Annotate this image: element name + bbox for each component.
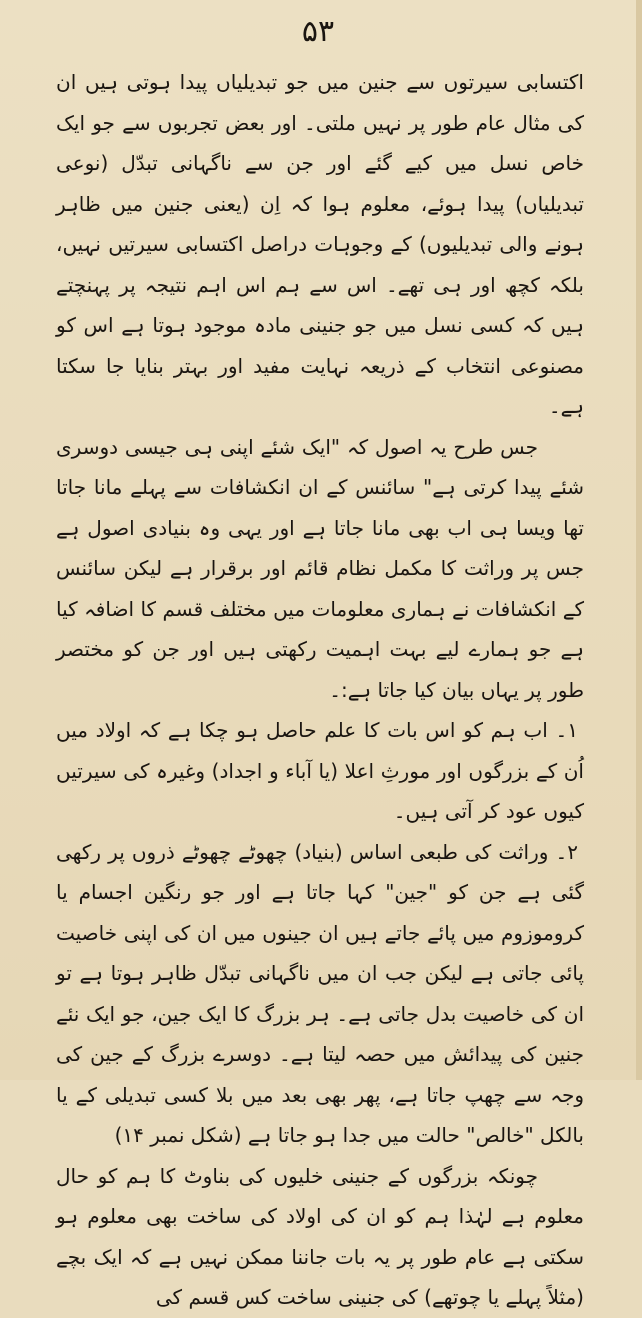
- body-text: [56, 62, 584, 1318]
- page-number: ۵۳: [301, 14, 335, 49]
- paragraph-2: جس طرح یہ اصول کہ "ایک شئے اپنی ہی جیسی دوسری شئے پیدا کرتی ہے" سائنس کے ان انکشافات سے پہلے مانا جاتا تھا ویسا ہی اب بھی مانا جاتا ہے اور یہی وہ بنیادی اصول ہے جس پر وراثت کا مکمل نظام قائم اور برقرار ہے لیکن سائنس کے انکشافات نے ہماری معلومات میں مختلف قسم کا اضافہ کیا ہے جو ہمارے لیے بہت اہمیت رکھتی ہیں اور جن کو مختصر طور پر یہاں بیان کیا جاتا ہے:۔: [56, 434, 584, 702]
- paragraph-1: اکتسابی سیرتوں سے جنین میں جو تبدیلیاں پیدا ہوتی ہیں ان کی مثال عام طور پر نہیں ملتی۔ اور بعض تجربوں سے جو ایک خاص نسل میں کیے گئے اور جن سے ناگہانی تبدّل (نوعی تبدیلیاں) پیدا ہوئے، معلوم ہوا کہ اِن (یعنی جنین میں ظاہر ہونے والی تبدیلیوں) کے وجوہات دراصل اکتسابی سیرتیں نہیں، بلکہ کچھ اور ہی تھے۔ اس سے ہم اس اہم نتیجہ پر پہنچتے ہیں کہ کسی نسل میں جو جنینی مادہ موجود ہوتا ہے اس کو مصنوعی انتخاب کے ذریعہ نہایت مفید اور بہتر بنایا جا سکتا ہے۔: [56, 70, 584, 418]
- list-item-1: ۱۔ اب ہم کو اس بات کا علم حاصل ہو چکا ہے کہ اولاد میں اُن کے بزرگوں اور مورثِ اعلا (یا آباء و اجداد) وغیرہ کی سیرتیں کیوں عود کر آتی ہیں۔: [56, 718, 584, 823]
- paragraph-3: چونکہ بزرگوں کے جنینی خلیوں کی بناوٹ کا ہم کو حال معلوم ہے لہٰذا ہم کو ان کی اولاد کی ساخت بھی معلوم ہو سکتی ہے عام طور پر یہ بات جاننا ممکن نہیں ہے کہ ایک بچے (مثلاً پہلے یا چوتھے) کی جنینی ساخت کس قسم کی: [56, 1163, 584, 1309]
- list-item-2: ۲۔ وراثت کی طبعی اساس (بنیاد) چھوٹے چھوٹے ذروں پر رکھی گئی ہے جن کو "جین" کہا جاتا ہے اور جو رنگین اجسام یا کروموزوم میں پائے جاتے ہیں ان جینوں میں ان کی اپنی خاصیت پائی جاتی ہے لیکن جب ان میں ناگہانی تبدّل ظاہر ہوتا ہے تو ان کی خاصیت بدل جاتی ہے۔ ہر بزرگ کا ایک جین، جو ایک نئے جنین کی پیدائش میں حصہ لیتا ہے۔ دوسرے بزرگ کے جین کی وجہ سے چھپ جاتا ہے، پھر بھی بعد میں بلا کسی تبدیلی کے یا بالکل "خالص" حالت میں جدا ہو جاتا ہے (شکل نمبر ۱۴): [56, 839, 584, 1147]
